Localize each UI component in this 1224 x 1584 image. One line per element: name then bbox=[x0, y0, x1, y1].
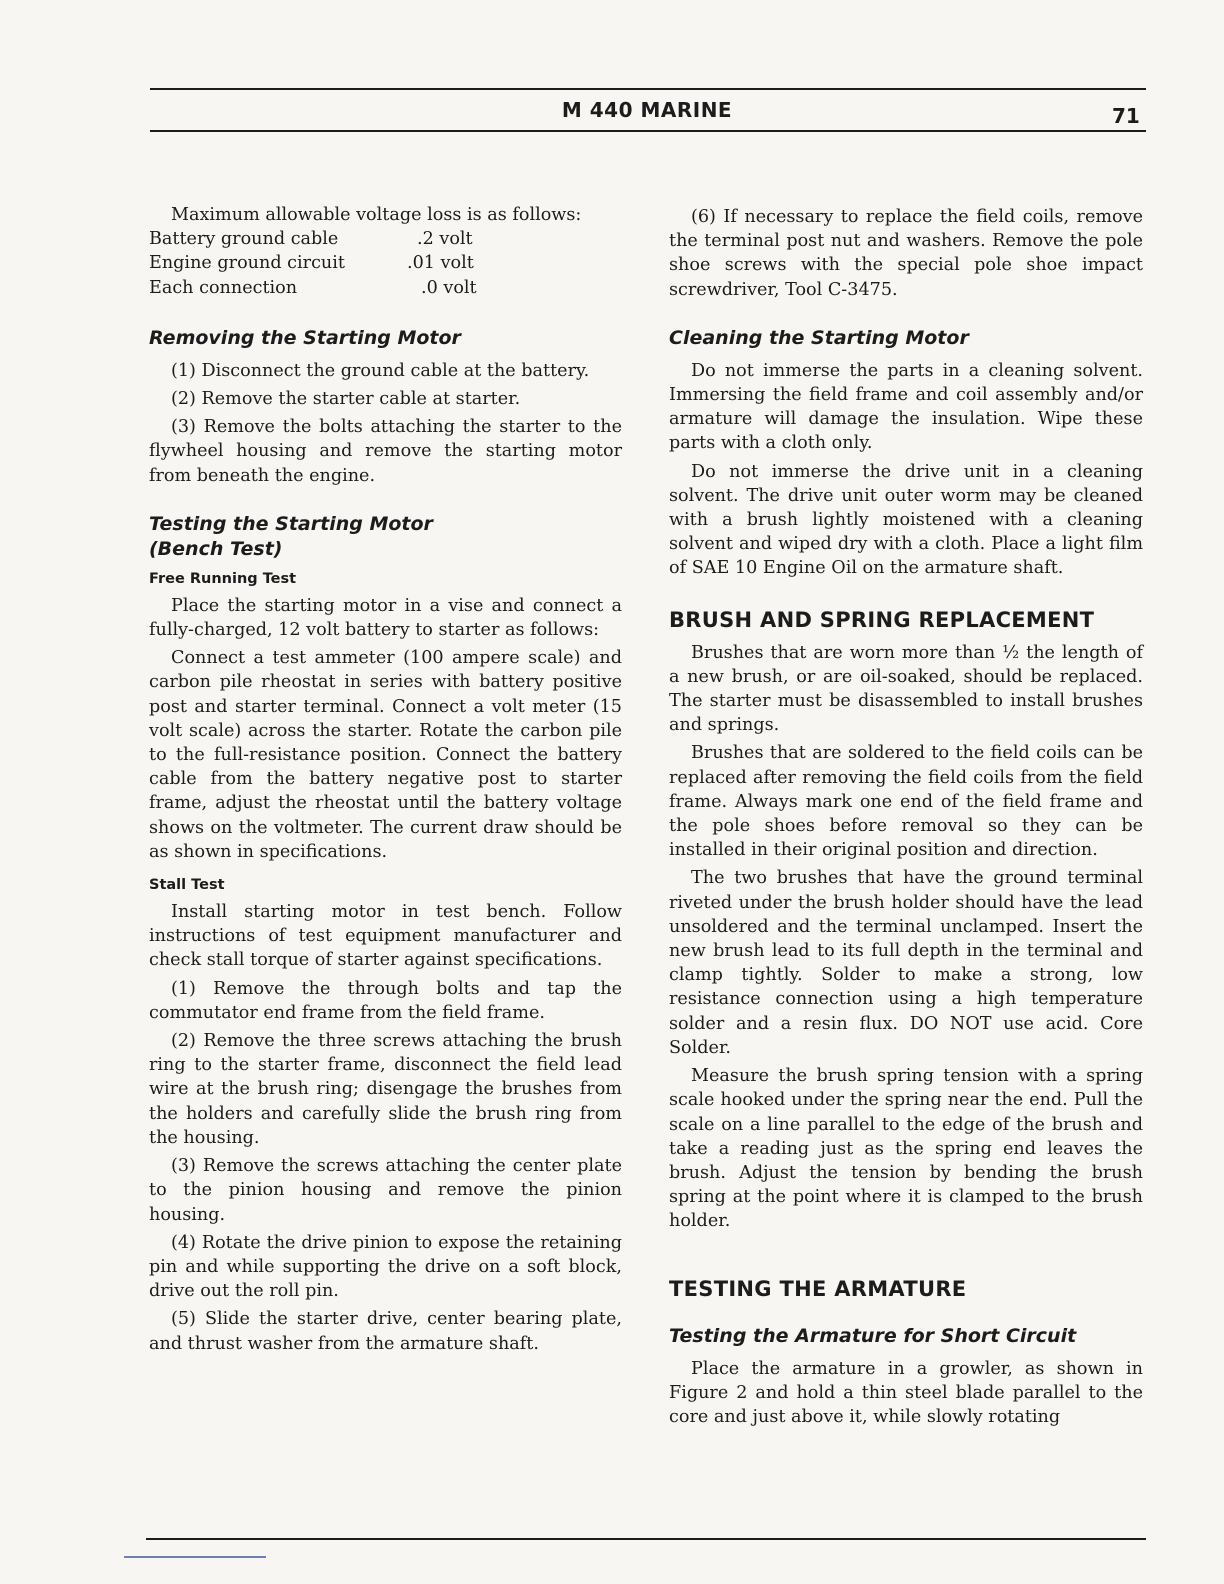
voltage-loss-table bbox=[149, 227, 511, 300]
brush-paragraph: Brushes that are soldered to the field coils can be replaced after removing the field coils from the field frame. Always mark one end of the field frame and the pole shoes before removal so they can be installed in their original position and direction. bbox=[669, 743, 1143, 861]
testing-armature-heading: TESTING THE ARMATURE bbox=[669, 1276, 967, 1301]
voltage-loss-intro: Maximum allowable voltage loss is as follows: bbox=[171, 205, 582, 225]
cleaning-paragraph: Do not immerse the drive unit in a cleaning solvent. The drive unit outer worm may be cleaned with a brush lightly moistened with a cleaning solvent and wiped dry with a cloth. Place a light film of SAE 10 Engine Oil on the armature shaft. bbox=[669, 461, 1143, 579]
short-circuit-paragraph: Place the armature in a growler, as shown in Figure 2 and hold a thin steel blade parallel to the core and just above it, while slowly rotating bbox=[669, 1358, 1143, 1427]
table-row bbox=[149, 227, 511, 251]
stall-step: (4) Rotate the drive pinion to expose the retaining pin and while supporting the drive on a soft block, drive out the roll pin. bbox=[149, 1232, 622, 1302]
table-row bbox=[149, 251, 511, 275]
voltage-item-label: Battery ground cable bbox=[149, 229, 339, 250]
brush-paragraph: Brushes that are worn more than ½ the length of a new brush, or are oil-soaked, should be replaced. The starter must be disassembled to install brushes and springs. bbox=[669, 642, 1143, 736]
voltage-item-value: .01 volt bbox=[407, 253, 474, 274]
voltage-item-label: Each connection bbox=[149, 277, 298, 298]
removing-step: (2) Remove the starter cable at starter. bbox=[171, 389, 521, 410]
right-column bbox=[669, 205, 1143, 1433]
brush-paragraph: Measure the brush spring tension with a spring scale hooked under the spring near the end. Pull the scale on a line parallel to the edge of the brush and take a reading just as the spring end leaves the brush. Adjust the tension by bending the brush spring at the point where it is clamped to the brush holder. bbox=[669, 1066, 1143, 1232]
stall-test-heading: Stall Test bbox=[149, 877, 225, 894]
cleaning-paragraph: Do not immerse the parts in a cleaning solvent. Immersing the field frame and coil assembly and/or armature will damage the insulation. Wipe these parts with a cloth only. bbox=[669, 360, 1143, 454]
header-bottom-rule bbox=[150, 130, 1146, 132]
voltage-item-label: Engine ground circuit bbox=[149, 253, 345, 274]
footer-blue-mark bbox=[124, 1556, 266, 1558]
brush-paragraph: The two brushes that have the ground terminal riveted under the brush holder should have the lead unsoldered and the terminal unclamped. Insert the new brush lead to its full depth in the terminal and clamp tightly. Solder to make a strong, low resistance connection using a high temperature solder and a resin flux. DO NOT use acid. Core Solder. bbox=[669, 868, 1143, 1058]
running-header-title: M 440 MARINE bbox=[561, 98, 733, 122]
step-6-paragraph: (6) If necessary to replace the field coils, remove the terminal post nut and washers. Remove the pole shoe screws with the special pole shoe impact screwdriver, Tool C-3475. bbox=[669, 207, 1143, 300]
free-running-paragraph: Connect a test ammeter (100 ampere scale) and carbon pile rheostat in series with battery positive post and starter terminal. Connect a volt meter (15 volt scale) across the starter. Rotate the carbon pile to the full-resistance position. Connect the battery cable from the battery negative post to starter frame, adjust the rheostat until the battery voltage shows on the voltmeter. The current draw should be as shown in specifications. bbox=[149, 648, 622, 862]
stall-paragraph: Install starting motor in test bench. Follow instructions of test equipment manufacturer and check stall torque of starter against specifications. bbox=[149, 902, 622, 971]
free-running-test-heading: Free Running Test bbox=[149, 570, 297, 587]
cleaning-starting-motor-heading: Cleaning the Starting Motor bbox=[669, 326, 969, 349]
header-top-rule bbox=[150, 88, 1146, 90]
page-number: 71 bbox=[1112, 104, 1140, 128]
short-circuit-test-heading: Testing the Armature for Short Circuit bbox=[669, 1324, 1077, 1347]
stall-step: (3) Remove the screws attaching the center plate to the pinion housing and remove the pinion housing. bbox=[149, 1156, 622, 1225]
table-row bbox=[149, 276, 511, 300]
removing-step: (3) Remove the bolts attaching the starter to the flywheel housing and remove the starting motor from beneath the engine. bbox=[149, 417, 622, 486]
left-column bbox=[149, 203, 622, 1360]
free-running-paragraph: Place the starting motor in a vise and connect a fully-charged, 12 volt battery to starter as follows: bbox=[149, 595, 622, 641]
voltage-item-value: .2 volt bbox=[417, 229, 473, 250]
removing-starting-motor-heading: Removing the Starting Motor bbox=[149, 326, 461, 349]
footer-rule bbox=[146, 1538, 1146, 1540]
testing-heading-line: (Bench Test) bbox=[149, 537, 283, 560]
brush-spring-replacement-heading: BRUSH AND SPRING REPLACEMENT bbox=[669, 607, 1095, 632]
testing-heading-line: Testing the Starting Motor bbox=[149, 512, 433, 535]
testing-starting-motor-heading bbox=[149, 512, 622, 562]
voltage-item-value: .0 volt bbox=[421, 277, 477, 298]
removing-step: (1) Disconnect the ground cable at the battery. bbox=[171, 360, 590, 381]
stall-step: (5) Slide the starter drive, center bearing plate, and thrust washer from the armature shaft. bbox=[149, 1309, 622, 1354]
stall-step: (2) Remove the three screws attaching the brush ring to the starter frame, disconnect the field lead wire at the brush ring; disengage the brushes from the holders and carefully slide the brush ring from the housing. bbox=[149, 1031, 622, 1148]
stall-step: (1) Remove the through bolts and tap the commutator end frame from the field frame. bbox=[149, 978, 622, 1023]
